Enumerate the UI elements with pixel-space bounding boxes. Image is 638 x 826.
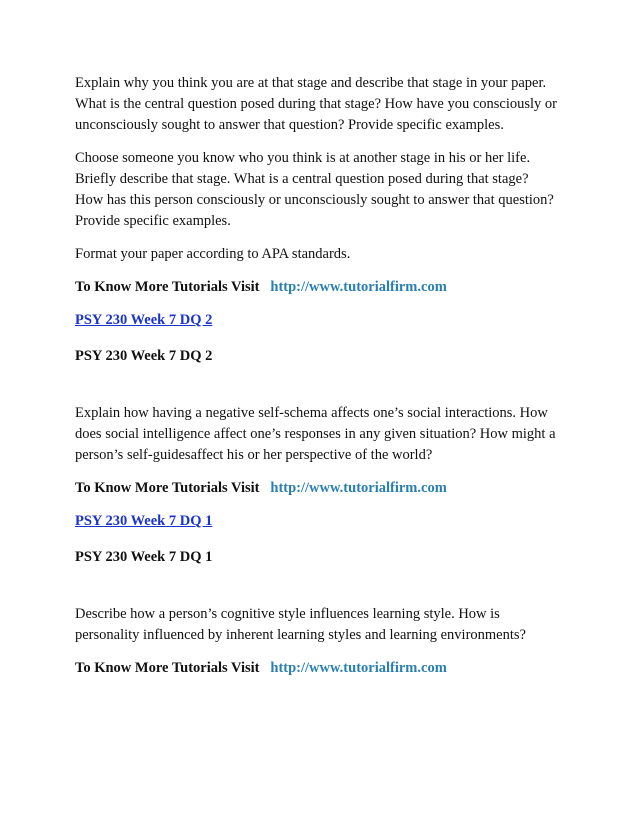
section-heading-row <box>75 547 575 568</box>
paragraph-stage-explanation <box>75 73 575 136</box>
paragraph-cognitive-style <box>75 604 575 646</box>
text-line: Briefly describe that stage. What is a central question posed during that stage? <box>75 171 529 187</box>
visit-line-1 <box>75 277 575 298</box>
text-line: person’s self-guidesaffect his or her perspective of the world? <box>75 447 433 463</box>
dq2-heading: PSY 230 Week 7 DQ 2 <box>75 348 213 364</box>
paragraph-self-schema <box>75 403 575 466</box>
paragraph-format <box>75 244 575 265</box>
visit-line-3 <box>75 658 575 679</box>
visit-label: To Know More Tutorials Visit <box>75 480 260 496</box>
text-line: Explain how having a negative self-schema affects one’s social interactions. How <box>75 405 548 421</box>
visit-url-link[interactable]: http://www.tutorialfirm.com <box>270 279 447 295</box>
text-line: How has this person consciously or unconsciously sought to answer that question? <box>75 192 554 208</box>
visit-label: To Know More Tutorials Visit <box>75 279 260 295</box>
dq2-link[interactable]: PSY 230 Week 7 DQ 2 <box>75 312 213 328</box>
text-line: What is the central question posed during that stage? How have you consciously or <box>75 96 558 112</box>
visit-line-2 <box>75 478 575 499</box>
text-line: Format your paper according to APA standards. <box>75 246 351 262</box>
text-line: Explain why you think you are at that stage and describe that stage in your paper. <box>75 75 547 91</box>
text-line: does social intelligence affect one’s responses in any given situation? How might a <box>75 426 556 442</box>
visit-url-link[interactable]: http://www.tutorialfirm.com <box>270 480 447 496</box>
paragraph-another-stage <box>75 148 575 232</box>
text-line: Provide specific examples. <box>75 213 231 229</box>
text-line: Choose someone you know who you think is at another stage in his or her life. <box>75 150 531 166</box>
section-link-row <box>75 511 575 532</box>
document-page <box>75 73 575 679</box>
visit-url-link[interactable]: http://www.tutorialfirm.com <box>270 660 447 676</box>
dq1-heading: PSY 230 Week 7 DQ 1 <box>75 549 213 565</box>
visit-label: To Know More Tutorials Visit <box>75 660 260 676</box>
text-line: Describe how a person’s cognitive style influences learning style. How is <box>75 606 500 622</box>
text-line: personality influenced by inherent learning styles and learning environments? <box>75 627 526 643</box>
section-link-row <box>75 310 575 331</box>
section-heading-row <box>75 346 575 367</box>
text-line: unconsciously sought to answer that question? Provide specific examples. <box>75 117 504 133</box>
dq1-link[interactable]: PSY 230 Week 7 DQ 1 <box>75 513 213 529</box>
